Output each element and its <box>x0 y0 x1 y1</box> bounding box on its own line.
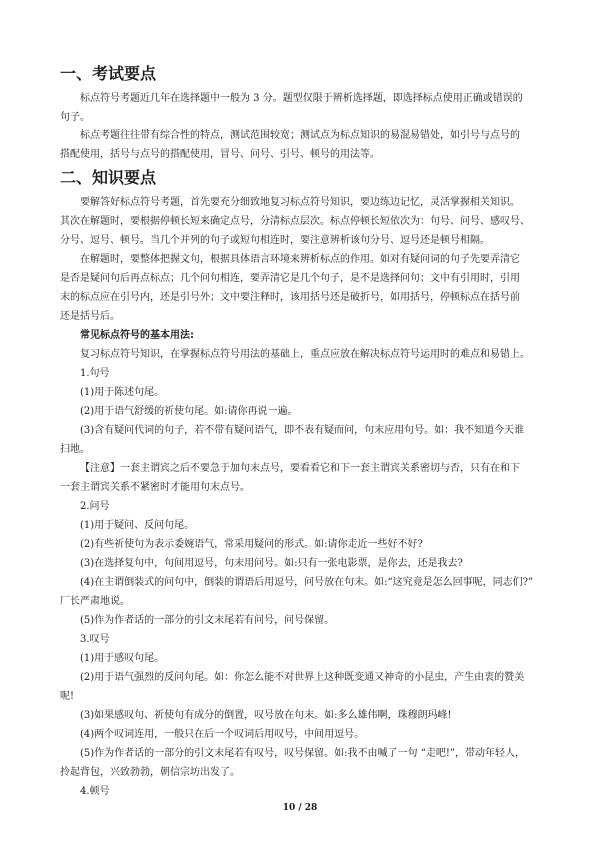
list-item-continuation: 拎起背包，兴致勃勃，朝信宗坊出发了。 <box>60 767 240 778</box>
list-heading-period: 1.句号 <box>80 368 110 379</box>
list-item: (4)两个叹词连用，一般只在后一个叹词后用叹号，中间用逗号。 <box>80 729 365 740</box>
list-item-continuation: 扫地。 <box>60 444 90 455</box>
list-heading-question-mark: 2.问号 <box>80 501 110 512</box>
body-line: 末的标点应在引号内，还是引号外；文中要注释时，该用括号还是破折号，如用括号，停顿标点在括号前 <box>60 292 520 303</box>
list-item: (1)用于感叹句尾。 <box>80 653 165 664</box>
list-item: (3)含有疑问代词的句子，若不带有疑问语气，即不表有疑而问，句末应用句号。如：我不知道今天谁 <box>80 425 525 436</box>
subheading-common-usage: 常见标点符号的基本用法: <box>80 330 194 341</box>
body-line: 句子。 <box>60 112 90 123</box>
list-heading-exclamation: 3.叹号 <box>80 634 110 645</box>
list-item: (3)如果感叹句、祈使句有成分的倒置，叹号放在句末。如:多么雄伟啊，珠穆朗玛峰! <box>80 710 452 721</box>
body-line: 分号、逗号、顿号。当几个并列的句子或短句相连时，要注意辨析该句分号、逗号还是顿号相隔。 <box>60 235 490 246</box>
section-heading-knowledge-points: 二、知识要点 <box>60 168 157 187</box>
section-heading-exam-points: 一、考试要点 <box>60 64 157 83</box>
list-item: (2)用于语气舒缓的祈使句尾。如:请你再说一遍。 <box>80 406 298 417</box>
body-line: 标点考题往往带有综合性的特点，测试范围较宽；测试点为标点知识的易混易错处，如引号与点号的 <box>80 130 520 141</box>
page-number: 10 / 28 <box>282 803 318 813</box>
list-item: (5)作为作者话的一部分的引文末尾若有问号，问号保留。 <box>80 615 335 626</box>
body-line: 要解答好标点符号考题，首先要充分细致地复习标点符号知识，要边练边记忆，灵活掌握相关知识。 <box>80 197 520 208</box>
list-item: (3)在选择复句中，句间用逗号，句末用问号。如:只有一张电影票，是你去，还是我去? <box>80 558 463 569</box>
list-item-continuation: 呢! <box>60 691 75 702</box>
list-item: (4)在主谓倒装式的问句中，倒装的谓语后用逗号，问号放在句末。如:“这究竟是怎么回事呢，同志们?” <box>80 577 534 588</box>
body-line: 还是括号后。 <box>60 311 120 322</box>
list-item: (5)作为作者话的一部分的引文末尾若有叹号，叹号保留。如:我不由喊了一句 “走吧!”，带动年轻人， <box>80 748 525 759</box>
body-line: 是否是疑问句后再点标点；几个问句相连，要弄清它是几个句子，是不是选择问句；文中有引用时，引用 <box>60 273 520 284</box>
body-line: 复习标点符号知识，在掌握标点符号用法的基础上，重点应放在解决标点符号运用时的难点和易错上。 <box>80 349 530 360</box>
list-heading-enumeration-comma: 4.顿号 <box>80 786 110 797</box>
list-item: (1)用于疑问、反问句尾。 <box>80 520 195 531</box>
note-line: 一套主谓宾关系不紧密时才能用句末点号。 <box>60 482 250 493</box>
list-item: (2)用于语气强烈的反问句尾。如：你怎么能不对世界上这种既变通又神奇的小昆虫，产生由衷的赞美 <box>80 672 525 683</box>
body-line: 在解题时，要整体把握文句，根据具体语言环境来辨析标点的作用。如对有疑问词的句子先要弄清它 <box>80 254 520 265</box>
body-line: 其次在解题时，要根据停顿长短来确定点号，分清标点层次。标点停顿长短依次为：句号、问号、感叹号、 <box>60 216 530 227</box>
list-item: (1)用于陈述句尾。 <box>80 387 165 398</box>
note-line: 【注意】一套主谓宾之后不要急于加句末点号，要看看它和下一套主谓宾关系密切与否，只有在和下 <box>80 463 520 474</box>
list-item: (2)有些祈使句为表示委婉语气，常采用疑问的形式。如:请你走近一些好不好? <box>80 539 423 550</box>
body-line: 标点符号考题近几年在选择题中一般为 3 分。题型仅限于辨析选择题，即选择标点使用正确或错误的 <box>80 93 523 104</box>
body-line: 搭配使用，括号与点号的搭配使用，冒号、问号、引号、顿号的用法等。 <box>60 149 380 160</box>
list-item-continuation: 厂长严肃地说。 <box>60 596 130 607</box>
